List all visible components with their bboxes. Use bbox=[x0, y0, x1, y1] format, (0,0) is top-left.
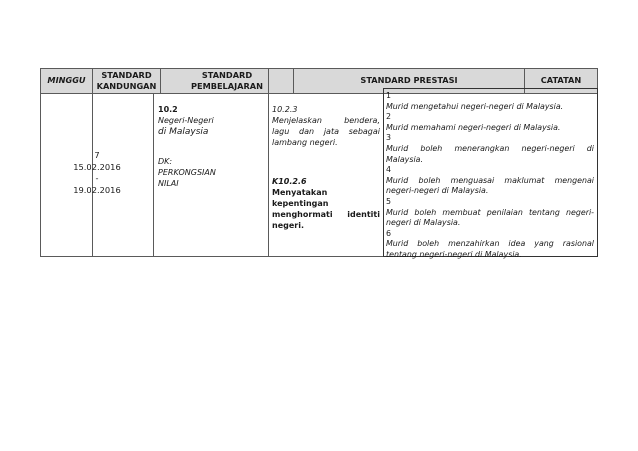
prestasi-desc: Murid boleh membuat penilaian tentang negeri- bbox=[386, 207, 594, 217]
prestasi-level: 5 bbox=[386, 196, 392, 206]
header-catatan: CATATAN bbox=[540, 75, 582, 85]
prestasi-level: 6 bbox=[386, 228, 392, 238]
k-code: K10.2.6 bbox=[272, 177, 307, 186]
k-desc-2: menghormati identiti bbox=[272, 210, 380, 219]
week-start-date: 15.02.2016 bbox=[73, 161, 121, 172]
pembelajaran-desc-1: Menjelaskan bendera, bbox=[272, 116, 380, 125]
kandungan-cell bbox=[158, 104, 266, 189]
pembelajaran-desc-2: lagu dan jata sebagai bbox=[272, 127, 380, 136]
k-desc-1: Menyatakan kepentingan bbox=[272, 188, 329, 208]
kandungan-title-1: Negeri-Negeri bbox=[158, 116, 214, 125]
kandungan-title-2: di Malaysia bbox=[158, 127, 209, 137]
week-separator: - bbox=[95, 173, 99, 183]
kandungan-code: 10.2 bbox=[158, 105, 178, 114]
catatan-cell bbox=[525, 94, 597, 256]
week-cell bbox=[41, 150, 153, 196]
prestasi-level: 2 bbox=[386, 112, 392, 122]
prestasi-desc: negeri di Malaysia. bbox=[386, 218, 461, 228]
prestasi-desc: Murid memahami negeri-negeri di Malaysia. bbox=[386, 122, 561, 132]
prestasi-level: 3 bbox=[386, 133, 392, 143]
header-minggu: MINGGU bbox=[47, 75, 86, 85]
pembelajaran-desc-3: lambang negeri. bbox=[272, 138, 338, 147]
week-end-date: 19.02.2016 bbox=[73, 184, 121, 195]
pembelajaran-code: 10.2.3 bbox=[272, 105, 298, 114]
k-desc-3: negeri. bbox=[272, 221, 304, 230]
prestasi-desc: Malaysia. bbox=[386, 154, 423, 164]
prestasi-level: 1 bbox=[386, 91, 392, 100]
dk-value-1: PERKONGSIAN bbox=[158, 168, 216, 177]
prestasi-desc: Murid mengetahui negeri-negeri di Malaysia. bbox=[386, 101, 564, 111]
week-number: 7 bbox=[94, 150, 100, 160]
prestasi-desc: negeri-negeri di Malaysia. bbox=[386, 186, 489, 196]
prestasi-desc: tentang negeri-negeri di Malaysia. bbox=[386, 249, 522, 259]
prestasi-desc: Murid boleh menguasai maklumat mengenai bbox=[386, 175, 594, 185]
pembelajaran-cell bbox=[272, 104, 380, 231]
prestasi-level: 4 bbox=[386, 165, 392, 175]
prestasi-desc: Murid boleh menerangkan negeri-negeri di bbox=[386, 143, 594, 153]
dk-value-2: NILAI bbox=[158, 179, 179, 188]
dk-label: DK: bbox=[158, 157, 173, 166]
prestasi-desc: Murid boleh menzahirkan idea yang rasional bbox=[386, 239, 594, 249]
header-standard-pembelajaran: STANDARD PEMBELAJARAN bbox=[190, 70, 263, 91]
header-standard-prestasi: STANDARD PRESTASI bbox=[360, 75, 458, 85]
header-standard-kandungan: STANDARD KANDUNGAN bbox=[96, 70, 157, 91]
